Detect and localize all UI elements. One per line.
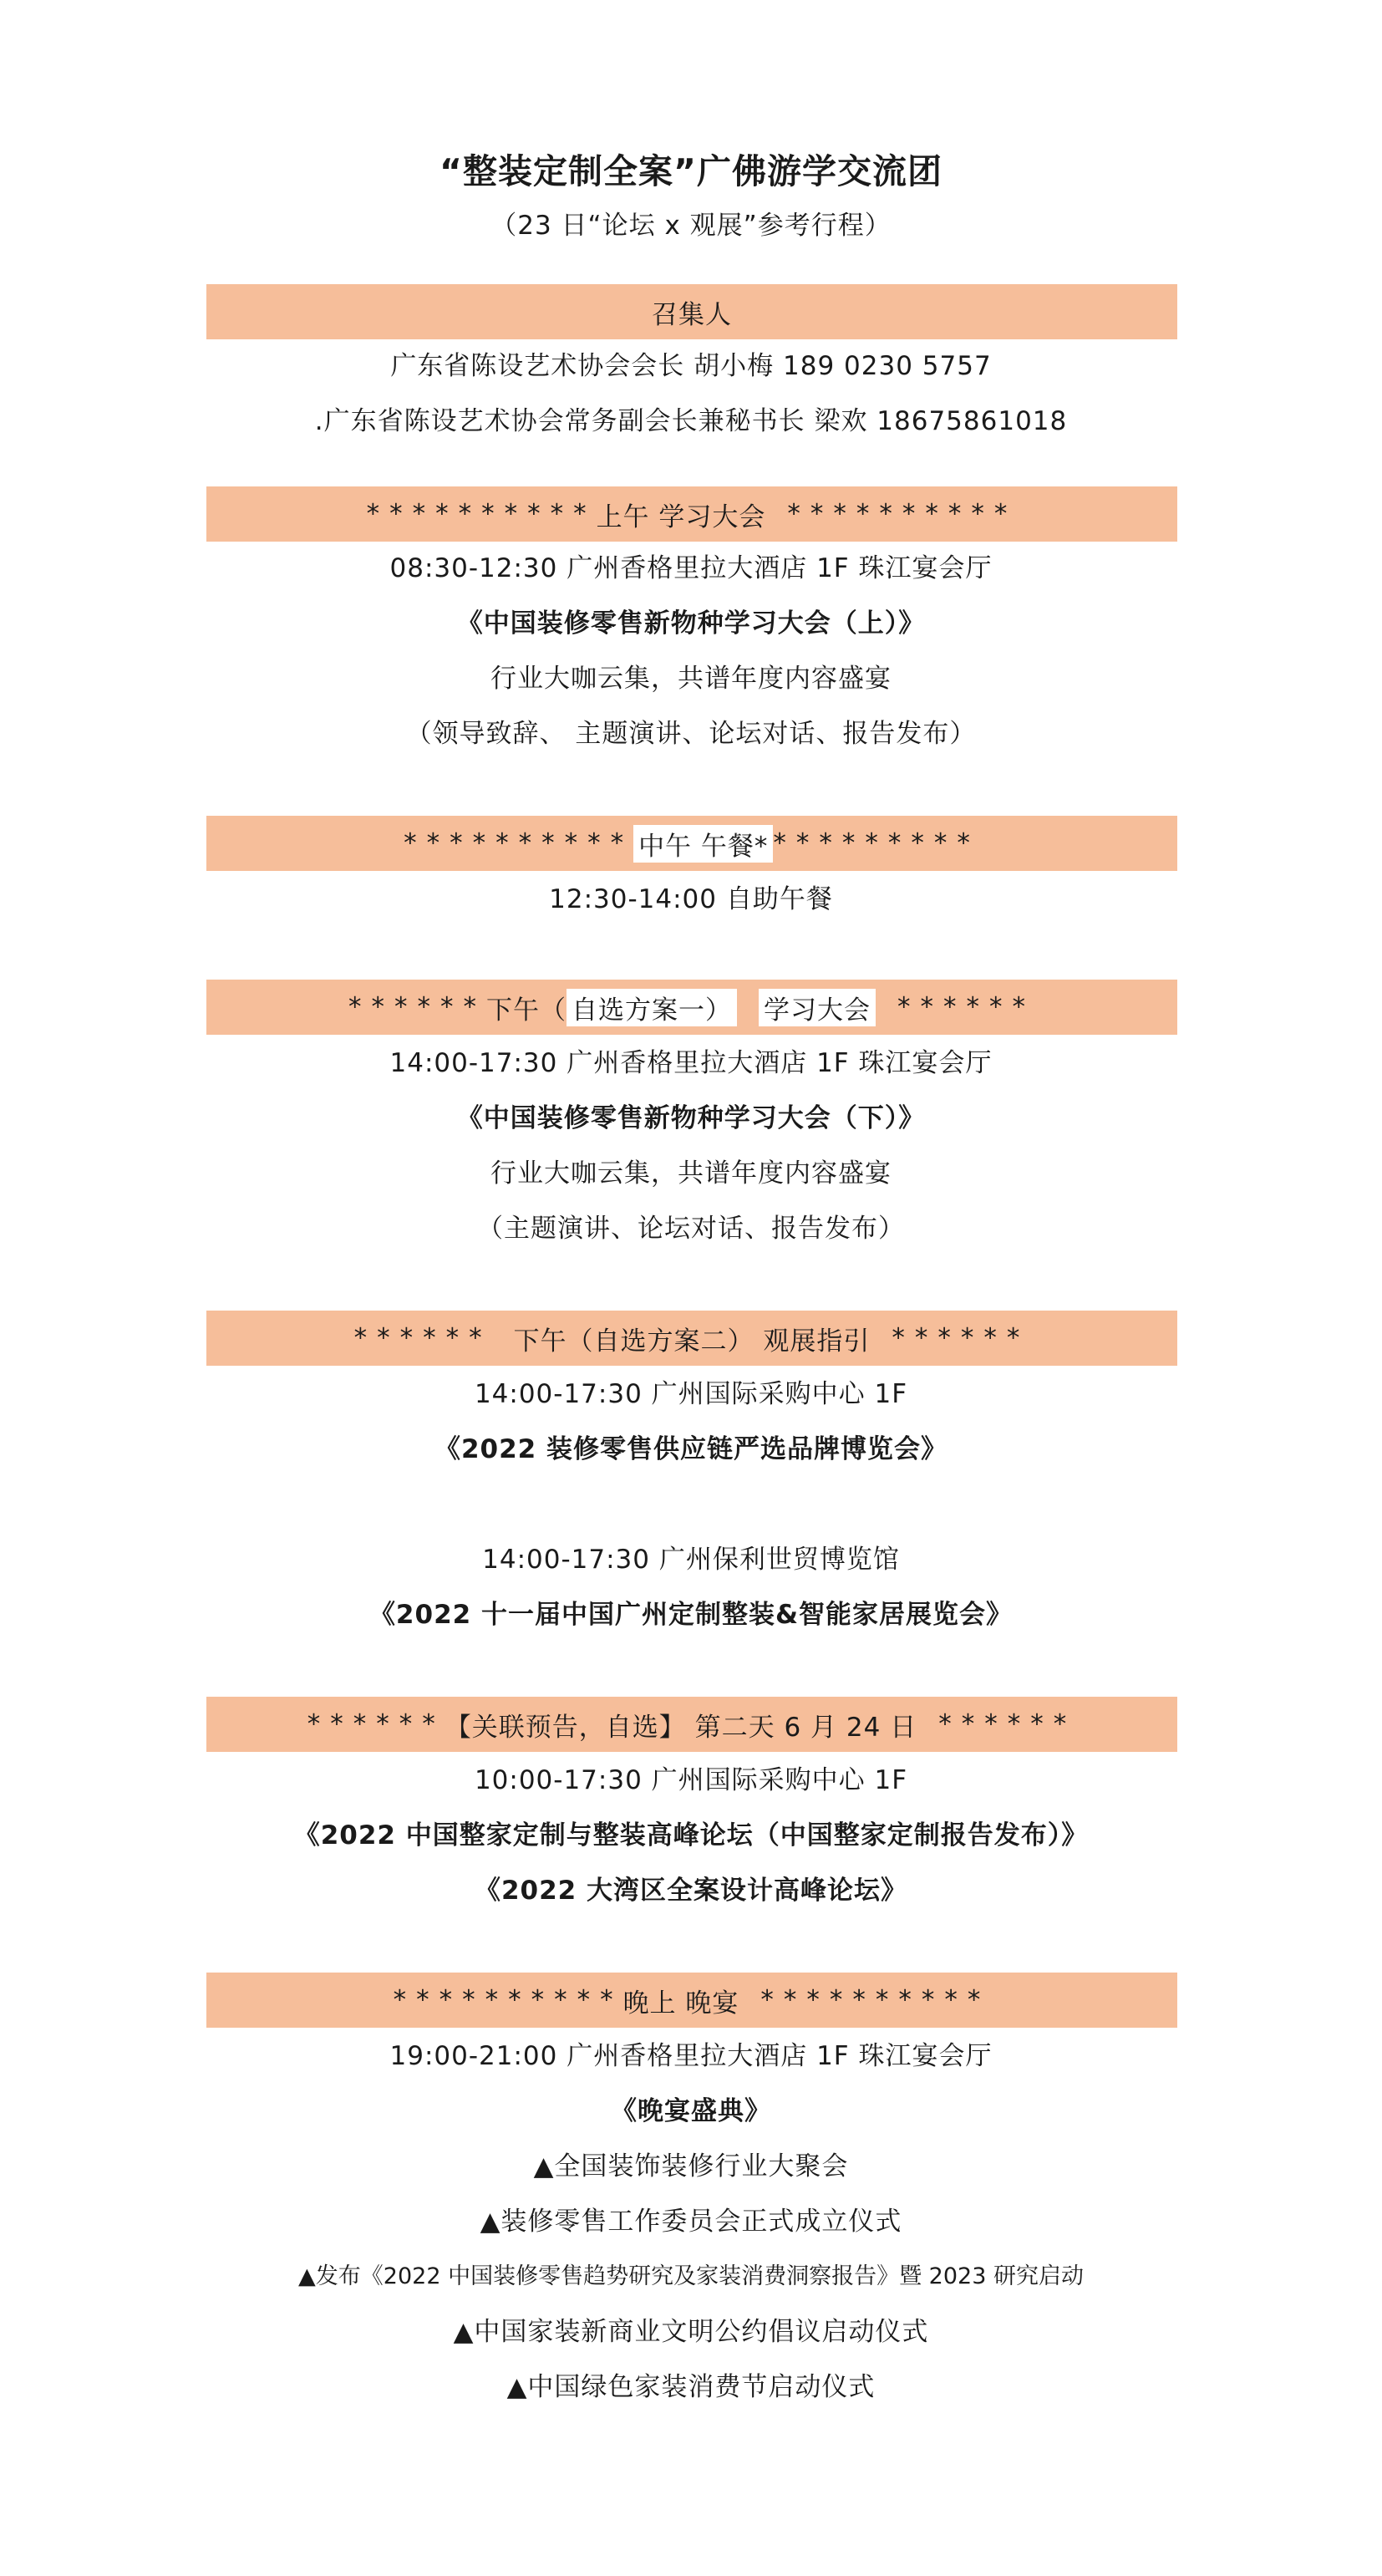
afternoon1-band — [206, 980, 1177, 1035]
stars-left: ****** — [348, 992, 486, 1022]
lunch-time-text: 12:30-14:00 自助午餐 — [549, 884, 833, 914]
afternoon1-band-label-pre: 下午（ — [486, 995, 567, 1026]
stars-right: ****** — [897, 992, 1035, 1022]
evening-item: ▲中国家装新商业文明公约倡议启动仪式 — [453, 2317, 929, 2347]
stars-left: ********** — [404, 828, 634, 858]
evening-event-title: 《晚宴盛典》 — [611, 2096, 771, 2126]
stars-right: ********** — [760, 1985, 991, 2015]
convener-band-label: 召集人 — [652, 299, 732, 330]
stars-right: ****** — [892, 1323, 1030, 1353]
convener-band — [206, 284, 1177, 339]
afternoon1-agenda: （主题演讲、论坛对话、报告发布） — [477, 1214, 905, 1244]
afternoon1-band-label-option: 自选方案一） — [567, 989, 737, 1026]
evening-time-venue: 19:00-21:00 广州香格里拉大酒店 1F 珠江宴会厅 — [389, 2041, 993, 2071]
expo2-time-venue: 14:00-17:30 广州保利世贸博览馆 — [482, 1545, 900, 1575]
evening-item: ▲中国绿色家装消费节启动仪式 — [506, 2372, 876, 2402]
morning-time-venue: 08:30-12:30 广州香格里拉大酒店 1F 珠江宴会厅 — [389, 553, 993, 583]
lunch-band — [206, 816, 1177, 871]
morning-description: 行业大咖云集，共谱年度内容盛宴 — [490, 664, 892, 694]
page-title: “整装定制全案”广佛游学交流团 — [439, 151, 943, 191]
evening-item: ▲装修零售工作委员会正式成立仪式 — [480, 2207, 902, 2237]
morning-band — [206, 486, 1177, 542]
afternoon1-event-title: 《中国装修零售新物种学习大会（下）》 — [456, 1103, 926, 1133]
stars-left: ****** — [307, 1709, 445, 1739]
afternoon1-time-venue: 14:00-17:30 广州香格里拉大酒店 1F 珠江宴会厅 — [389, 1048, 993, 1078]
stars-left: ****** — [353, 1323, 492, 1353]
stars-right: ********** — [787, 499, 1018, 529]
morning-agenda: （领导致辞、 主题演讲、论坛对话、报告发布） — [405, 719, 977, 749]
expo1-title: 《2022 装修零售供应链严选品牌博览会》 — [434, 1434, 948, 1464]
evening-item: ▲全国装饰装修行业大聚会 — [533, 2151, 849, 2181]
afternoon1-band-label-topic: 学习大会 — [759, 989, 876, 1026]
afternoon1-description: 行业大咖云集，共谱年度内容盛宴 — [490, 1158, 892, 1189]
morning-event-title: 《中国装修零售新物种学习大会（上）》 — [456, 608, 926, 639]
convener-line: 广东省陈设艺术协会会长 胡小梅 189 0230 5757 — [390, 351, 992, 381]
preview-band — [206, 1697, 1177, 1752]
afternoon2-band — [206, 1311, 1177, 1366]
stars-right: ********* — [773, 828, 980, 858]
afternoon2-band-label: 下午（自选方案二） 观展指引 — [513, 1326, 871, 1357]
stars-left: ********** — [366, 499, 597, 529]
lunch-time — [0, 883, 1382, 916]
convener-line: .广东省陈设艺术协会常务副会长兼秘书长 梁欢 18675861018 — [314, 406, 1068, 436]
preview-band-label: 【关联预告，自选】 第二天 6 月 24 日 — [445, 1712, 917, 1743]
morning-band-label: 上午 学习大会 — [596, 501, 766, 532]
preview-forum-2: 《2022 大湾区全案设计高峰论坛》 — [474, 1876, 908, 1906]
lunch-band-label: 中午 午餐* — [633, 825, 773, 863]
expo1-time-venue: 14:00-17:30 广州国际采购中心 1F — [474, 1379, 908, 1409]
preview-forum-1: 《2022 中国整家定制与整装高峰论坛（中国整家定制报告发布）》 — [293, 1820, 1089, 1851]
evening-band-label: 晚上 晚宴 — [622, 1988, 739, 2019]
preview-time-venue: 10:00-17:30 广州国际采购中心 1F — [474, 1765, 908, 1795]
stars-right: ****** — [938, 1709, 1077, 1739]
evening-band — [206, 1973, 1177, 2028]
page-subtitle: （23 日“论坛 x 观展”参考行程） — [490, 211, 892, 241]
stars-left: ********** — [393, 1985, 623, 2015]
expo2-title: 《2022 十一届中国广州定制整装&智能家居展览会》 — [368, 1600, 1014, 1630]
evening-item: ▲发布《2022 中国装修零售趋势研究及家装消费洞察报告》暨 2023 研究启动 — [298, 2263, 1084, 2289]
